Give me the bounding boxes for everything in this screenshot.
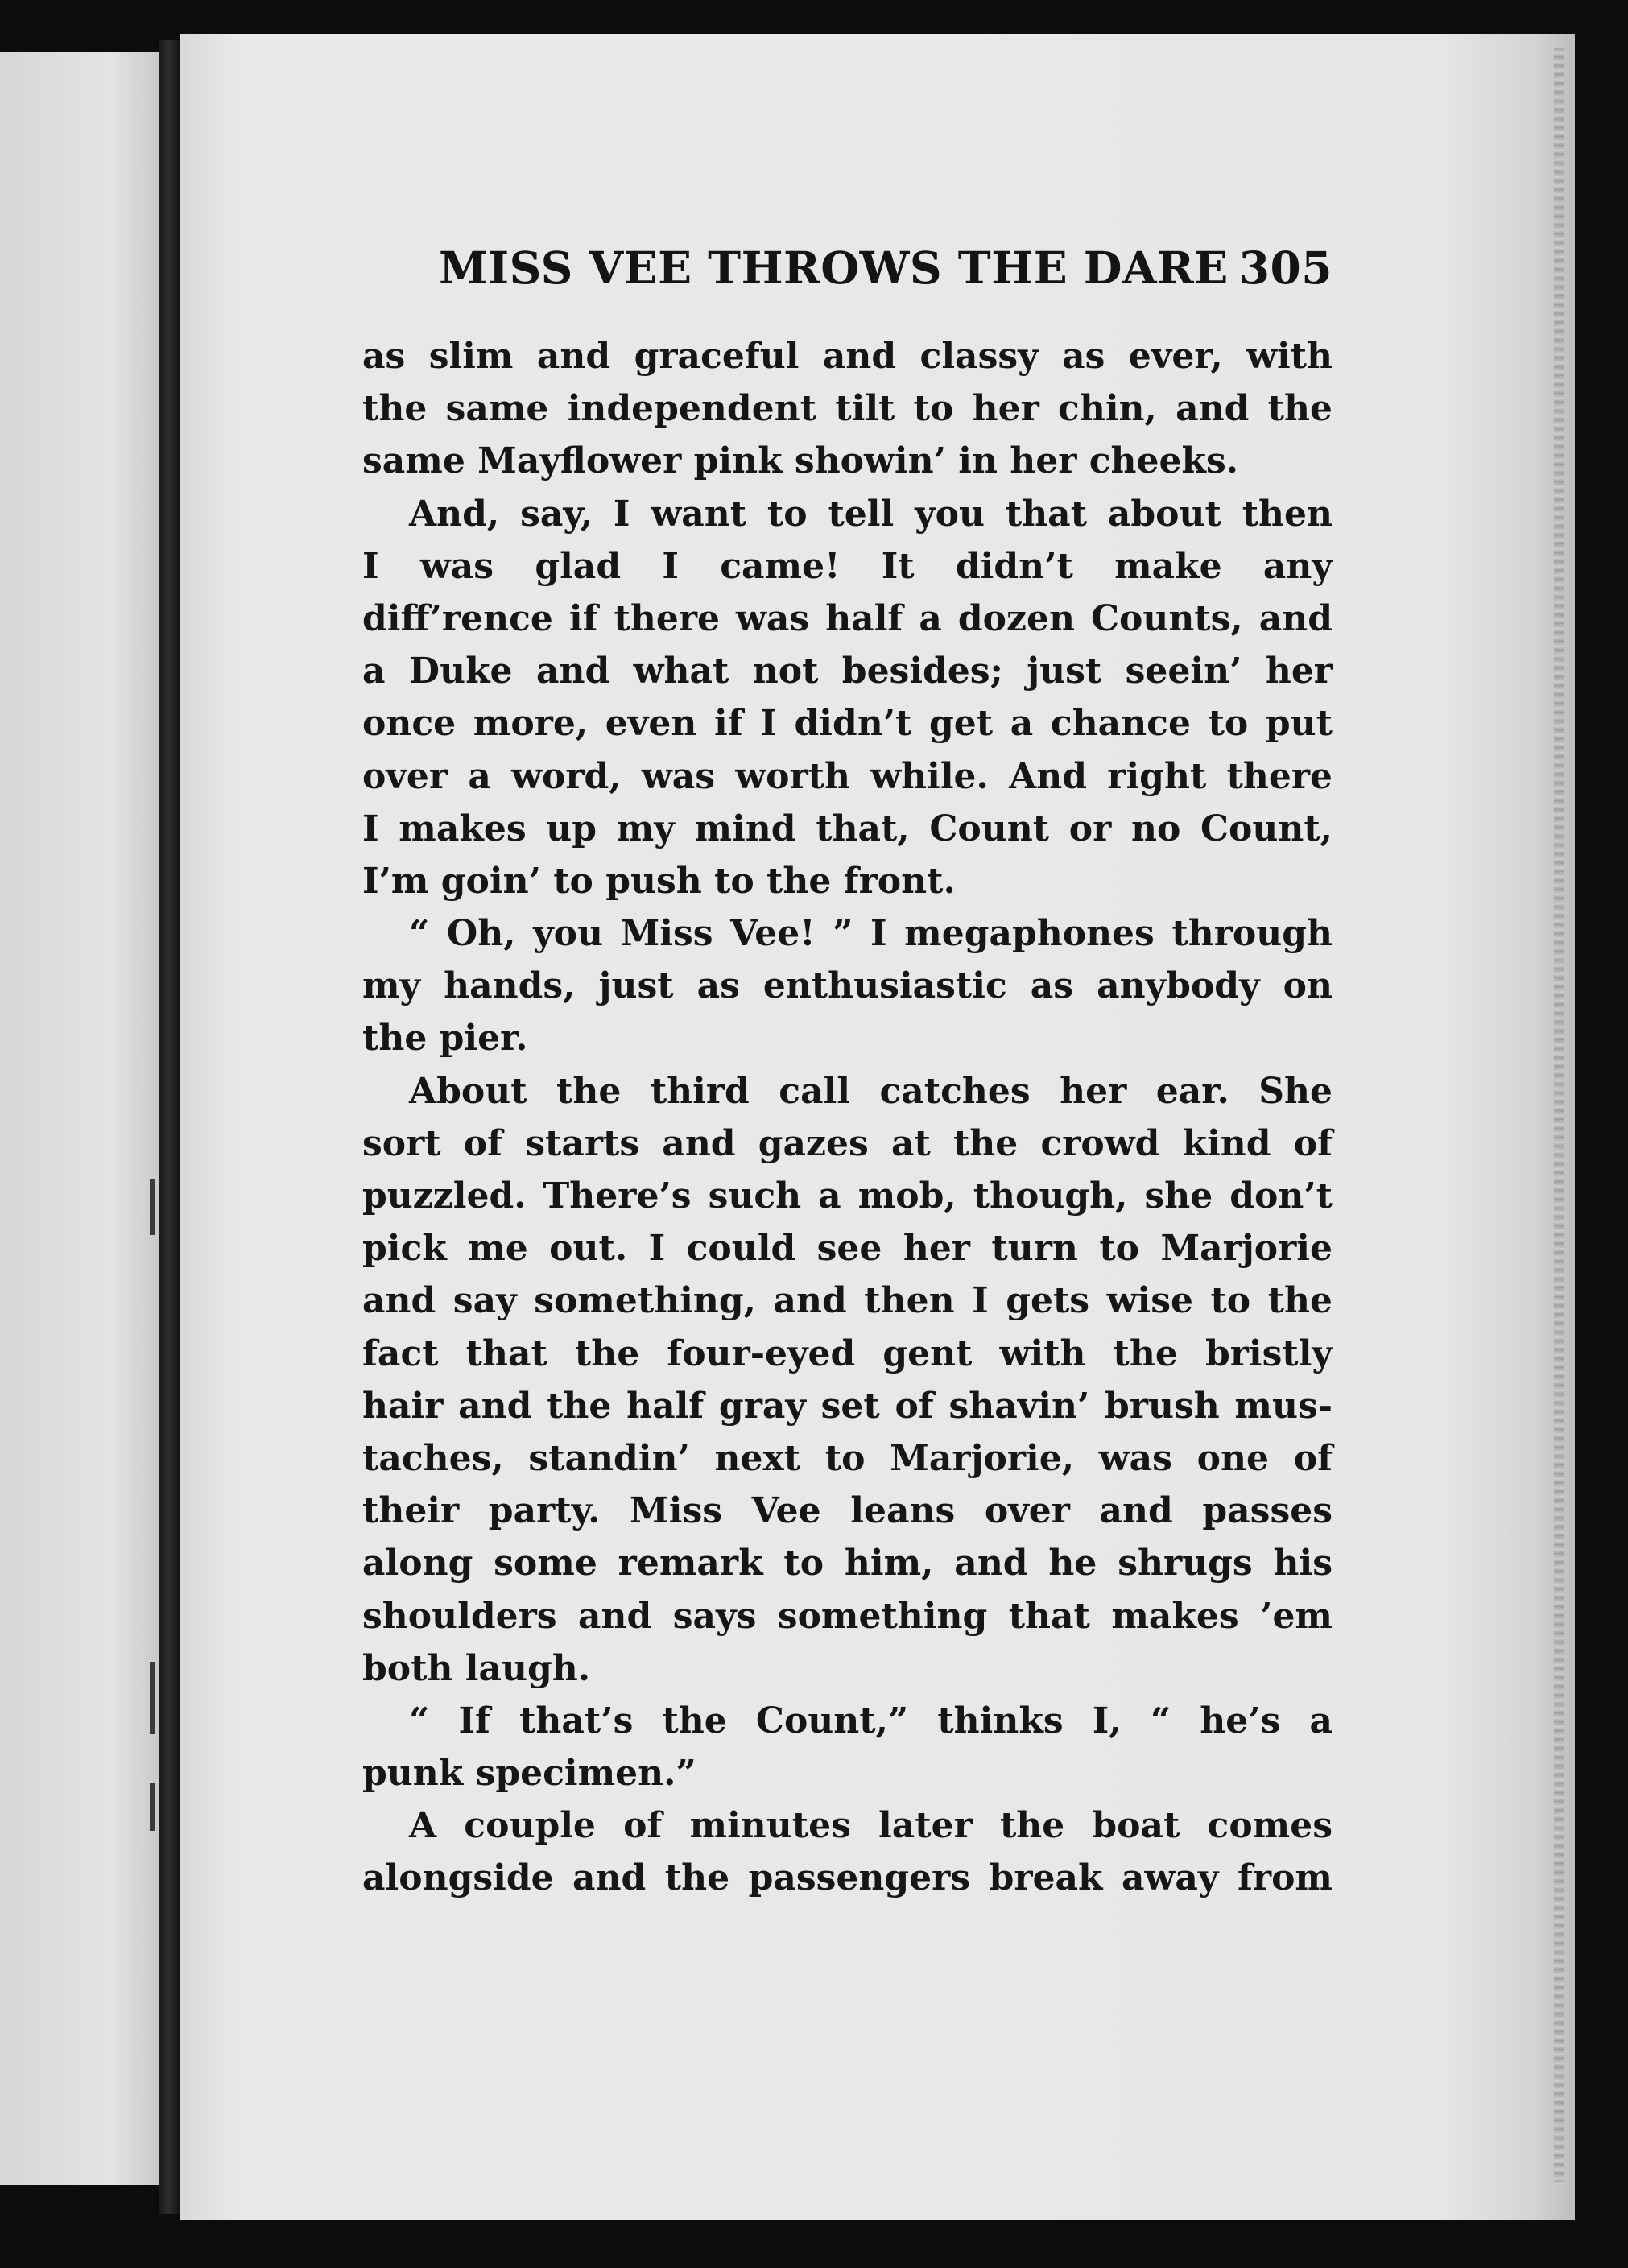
running-head-title: MISS VEE THROWS THE DARE bbox=[439, 242, 1229, 294]
binding-gutter bbox=[159, 40, 180, 2214]
text-line: punk specimen.” bbox=[362, 1753, 696, 1795]
text-line: fact that the four-eyed gent with the bristly bbox=[362, 1332, 1333, 1374]
text-line: my hands, just as enthusiastic as anybody on bbox=[362, 965, 1333, 1007]
text-line: I makes up my mind that, Count or no Count, bbox=[362, 808, 1333, 849]
text-line: over a word, was worth while. And right there bbox=[362, 755, 1333, 797]
facing-page-edge bbox=[0, 52, 159, 2185]
text-line: same Mayflower pink showin’ in her cheeks. bbox=[362, 440, 1239, 482]
text-line: taches, standin’ next to Marjorie, was one of bbox=[362, 1437, 1333, 1479]
text-line: alongside and the passengers break away from bbox=[362, 1857, 1333, 1899]
text-line: pick me out. I could see her turn to Marjorie bbox=[362, 1228, 1333, 1270]
facing-page-ink-mark bbox=[150, 1662, 155, 1734]
text-line: shoulders and says something that makes ’em bbox=[362, 1595, 1333, 1637]
text-line: And, say, I want to tell you that about then bbox=[409, 493, 1333, 535]
text-line: About the third call catches her ear. She bbox=[409, 1070, 1333, 1112]
text-line: their party. Miss Vee leans over and passes bbox=[362, 1490, 1333, 1532]
text-line: once more, even if I didn’t get a chance to put bbox=[362, 703, 1333, 745]
text-line: hair and the half gray set of shavin’ brush mus- bbox=[362, 1385, 1333, 1427]
text-line: “ Oh, you Miss Vee! ” I megaphones through bbox=[409, 913, 1333, 955]
text-line: both laugh. bbox=[362, 1647, 591, 1689]
body-text bbox=[362, 330, 1333, 1905]
text-line: and say something, and then I gets wise to the bbox=[362, 1280, 1333, 1322]
text-line: diff’rence if there was half a dozen Counts, and bbox=[362, 597, 1333, 639]
facing-page-ink-mark bbox=[150, 1783, 155, 1831]
facing-page-ink-mark bbox=[150, 1179, 155, 1235]
running-header bbox=[439, 242, 1333, 294]
text-line: I’m goin’ to push to the front. bbox=[362, 860, 956, 902]
text-line: “ If that’s the Count,” thinks I, “ he’s a bbox=[409, 1700, 1333, 1741]
text-line: as slim and graceful and classy as ever, with bbox=[362, 336, 1333, 377]
text-line: puzzled. There’s such a mob, though, she don’t bbox=[362, 1175, 1333, 1217]
text-line: the same independent tilt to her chin, and the bbox=[362, 388, 1333, 430]
text-line: A couple of minutes later the boat comes bbox=[409, 1805, 1333, 1847]
text-line: I was glad I came! It didn’t make any bbox=[362, 545, 1333, 587]
page-number: 305 bbox=[1238, 242, 1333, 294]
text-line: along some remark to him, and he shrugs his bbox=[362, 1543, 1333, 1584]
text-line: a Duke and what not besides; just seein’ her bbox=[362, 651, 1333, 692]
text-line: the pier. bbox=[362, 1018, 528, 1060]
text-line: sort of starts and gazes at the crowd kind of bbox=[362, 1122, 1333, 1164]
page-fore-edge bbox=[1554, 48, 1564, 2182]
